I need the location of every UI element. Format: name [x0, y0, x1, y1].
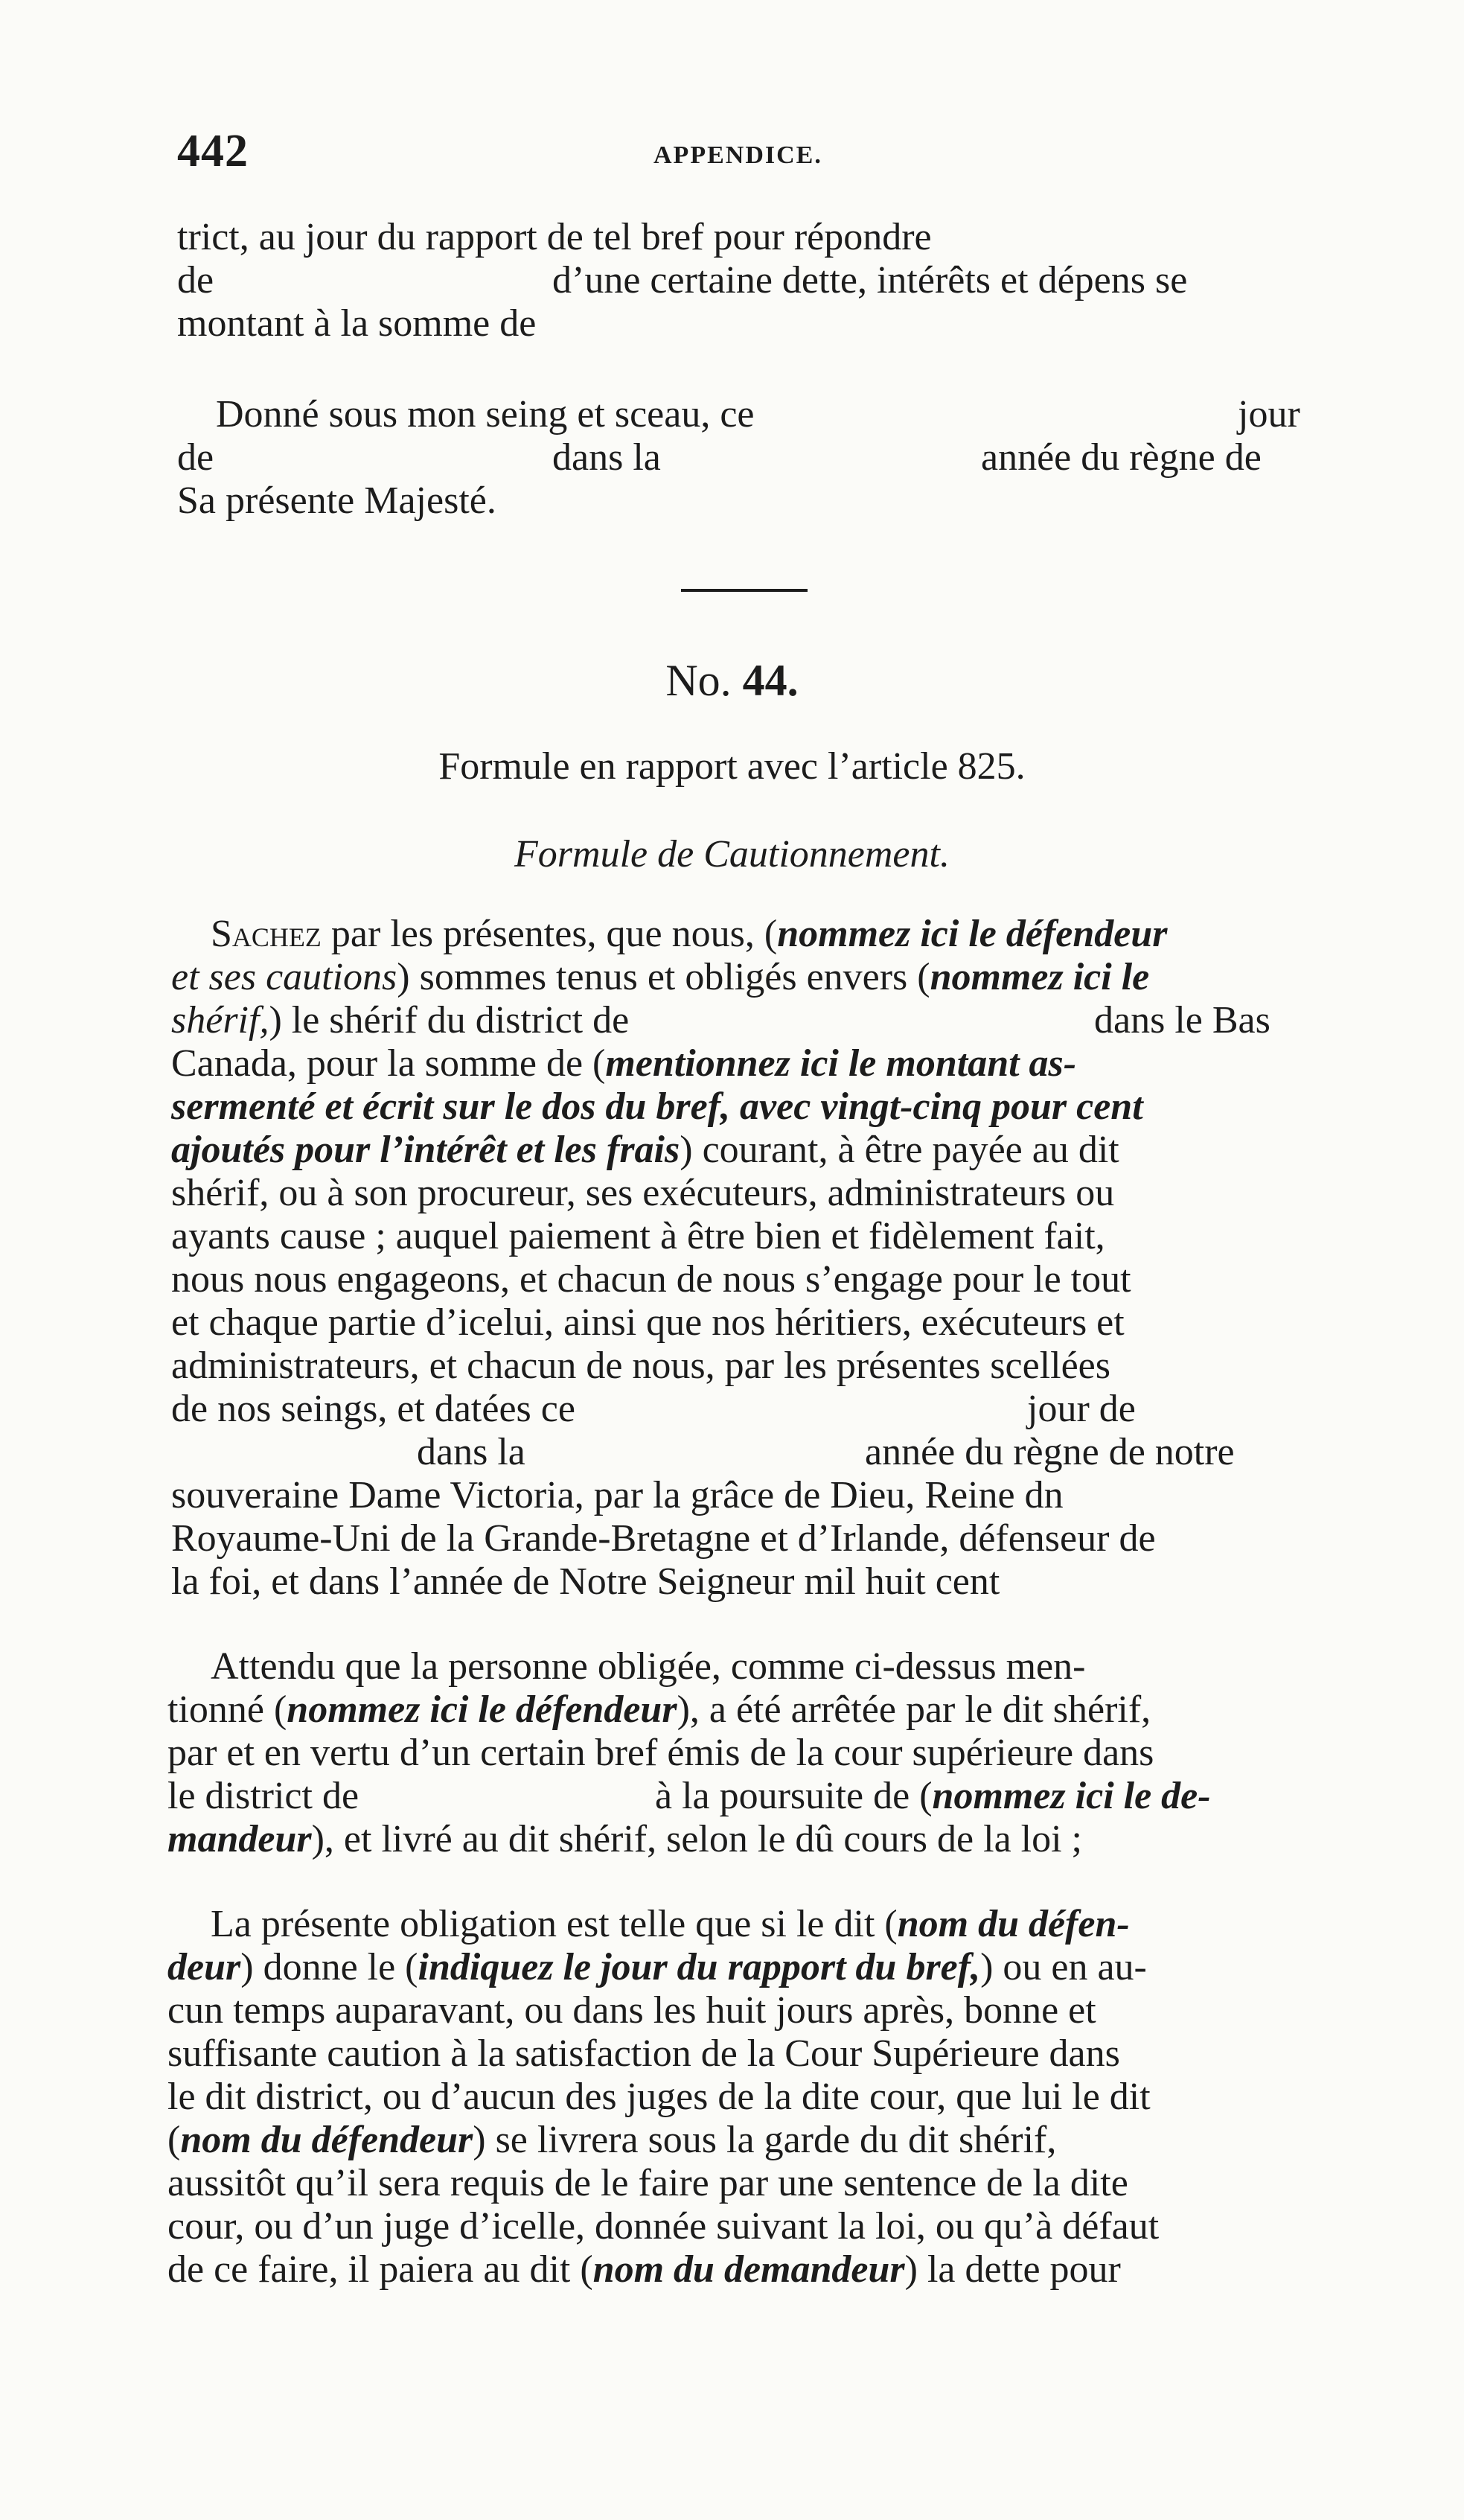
text-line — [167, 2119, 1056, 2162]
text-line — [167, 1688, 1151, 1732]
text-line: aussitôt qu’il sera requis de le faire par une sentence de la dite — [167, 2162, 1128, 2204]
instruction-text: mentionnez ici le montant as- — [605, 1042, 1077, 1085]
text-line: par et en vertu d’un certain bref émis de la cour supérieure dans — [167, 1732, 1154, 1774]
section-divider — [681, 589, 808, 592]
text-line — [171, 1042, 1076, 1085]
text-span: par les présentes, que nous, ( — [321, 913, 778, 955]
instruction-text: et ses cautions — [171, 956, 397, 998]
instruction-text: deur — [167, 1946, 241, 1988]
instruction-text: nommez ici le de- — [932, 1775, 1211, 1817]
text-line — [171, 956, 1149, 999]
text-line: dans la — [552, 436, 661, 479]
text-line: shérif, ou à son procureur, ses exécuteurs, administrateurs ou — [171, 1172, 1115, 1214]
text-line — [171, 999, 629, 1042]
text-line — [171, 1129, 1119, 1172]
text-line — [167, 2248, 1121, 2291]
text-line: Sa présente Majesté. — [177, 479, 496, 522]
page-header — [177, 125, 1323, 185]
text-line: la foi, et dans l’année de Notre Seigneur mil huit cent — [171, 1560, 1000, 1603]
text-line: année du règne de — [981, 436, 1262, 479]
text-line — [167, 1946, 1147, 1989]
text-line: et chaque partie d’icelui, ainsi que nos héritiers, exécuteurs et — [171, 1301, 1125, 1344]
text-line: de — [177, 259, 214, 302]
text-span: tionné ( — [167, 1688, 287, 1731]
form-subtitle: Formule en rapport avec l’article 825. — [438, 745, 1026, 788]
text-span: ) le shérif du district de — [269, 999, 630, 1042]
instruction-text: nommez ici le défendeur — [777, 913, 1168, 955]
text-span: ( — [167, 2119, 181, 2161]
text-line: jour de — [1027, 1388, 1136, 1430]
form-number: 44. — [742, 656, 799, 705]
text-line: d’une certaine dette, intérêts et dépens se — [552, 259, 1188, 302]
text-line — [655, 1775, 1211, 1818]
text-span: ) donne le ( — [240, 1946, 418, 1988]
text-line: nous nous engageons, et chacun de nous s’engage pour le tout — [171, 1258, 1131, 1301]
text-line: dans le Bas — [1094, 999, 1270, 1042]
instruction-text: nommez ici le — [930, 956, 1150, 998]
instruction-text: indiquez le jour du rapport du bref, — [418, 1946, 981, 1988]
text-line: le dit district, ou d’aucun des juges de la dite cour, que lui le dit — [167, 2076, 1151, 2118]
text-line: le district de — [167, 1775, 359, 1817]
text-line: année du règne de notre — [865, 1431, 1235, 1473]
instruction-text: sermenté et écrit sur le dos du bref, avec vingt-cinq pour cent — [171, 1085, 1143, 1128]
text-span: à la poursuite de ( — [655, 1775, 933, 1817]
instruction-text: shérif, — [171, 999, 269, 1042]
text-line: Attendu que la personne obligée, comme ci-dessus men- — [211, 1645, 1086, 1688]
form-number-title — [0, 655, 1464, 706]
text-span: ), et livré au dit shérif, selon le dû cours de la loi ; — [311, 1818, 1082, 1860]
text-line — [167, 1818, 1082, 1861]
text-span: ) ou en au- — [980, 1946, 1147, 1988]
text-line: administrateurs, et chacun de nous, par les présentes scellées — [171, 1344, 1110, 1387]
page-number: 442 — [177, 126, 249, 176]
lead-word: Sachez — [211, 913, 322, 955]
text-span: ) sommes tenus et obligés envers ( — [397, 956, 930, 998]
text-line: jour — [1238, 393, 1300, 436]
form-heading-text: Formule de Cautionnement. — [514, 833, 950, 875]
text-span: de ce faire, il paiera au dit ( — [167, 2248, 593, 2291]
instruction-text: nom du demandeur — [592, 2248, 905, 2291]
text-line: cour, ou d’un juge d’icelle, donnée suivant la loi, ou qu’à défaut — [167, 2205, 1160, 2248]
text-span: ) se livrera sous la garde du dit shérif, — [473, 2119, 1057, 2161]
text-line: montant à la somme de — [177, 302, 537, 345]
text-line: Donné sous mon seing et sceau, ce — [216, 393, 755, 436]
text-line: de nos seings, et datées ce — [171, 1388, 575, 1430]
text-line: trict, au jour du rapport de tel bref pour répondre — [177, 216, 932, 258]
text-line: cun temps auparavant, ou dans les huit jours après, bonne et — [167, 1989, 1096, 2032]
instruction-text: ajoutés pour l’intérêt et les frais — [171, 1129, 680, 1171]
running-title: APPENDICE. — [653, 141, 822, 169]
instruction-text: nom du défen- — [897, 1903, 1130, 1945]
text-line: dans la — [417, 1431, 525, 1473]
text-line: Royaume-Uni de la Grande-Bretagne et d’Irlande, défenseur de — [171, 1517, 1156, 1560]
text-span: ) courant, à être payée au dit — [680, 1129, 1119, 1171]
text-line: ayants cause ; auquel paiement à être bien et fidèlement fait, — [171, 1215, 1105, 1257]
instruction-text: nom du défendeur — [180, 2119, 473, 2161]
text-line: suffisante caution à la satisfaction de la Cour Supérieure dans — [167, 2032, 1120, 2075]
text-line: de — [177, 436, 214, 479]
form-number-prefix: No. — [665, 656, 732, 705]
form-heading — [0, 832, 1464, 876]
instruction-text: nommez ici le défendeur — [287, 1688, 677, 1731]
text-line: souveraine Dame Victoria, par la grâce de Dieu, Reine dn — [171, 1474, 1064, 1516]
text-span: La présente obligation est telle que si le dit ( — [211, 1903, 898, 1945]
text-line — [211, 913, 1167, 956]
text-span: ) la dette pour — [904, 2248, 1121, 2291]
text-span: ), a été arrêtée par le dit shérif, — [677, 1688, 1151, 1731]
text-line — [211, 1903, 1130, 1946]
text-span: Canada, pour la somme de ( — [171, 1042, 606, 1085]
instruction-text: mandeur — [167, 1818, 312, 1860]
